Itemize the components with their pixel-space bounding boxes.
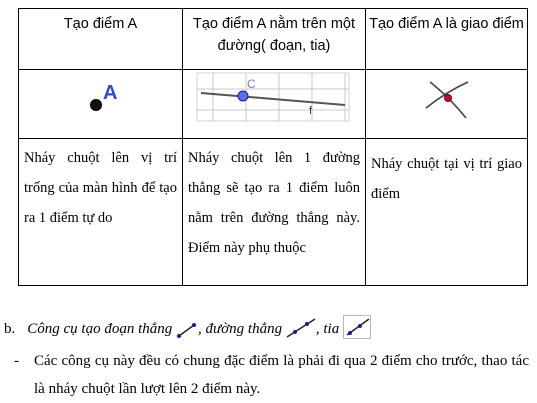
point-on-line-icon xyxy=(183,70,366,138)
header-point-on-line: Tạo điểm A nằm trên một đường( đoạn, tia) xyxy=(183,9,366,70)
table-description-row xyxy=(19,139,528,286)
free-point-label: A xyxy=(103,82,118,104)
intersection-point-icon xyxy=(366,70,528,138)
segment-tool-icon xyxy=(176,321,198,346)
point-on-line-label: C xyxy=(247,77,256,91)
table-header-row xyxy=(19,9,528,70)
free-point-description: Nháy chuột lên vị trí trống của màn hình để tạo ra 1 điểm tự do xyxy=(19,139,183,286)
section-b-text-3: , tia xyxy=(315,321,340,337)
point-on-line-description: Nháy chuột lên 1 đường thẳng sẽ tạo ra 1 điểm luôn nằm trên đường thẳng này. Điểm này phụ thuộc xyxy=(183,139,366,286)
intersection-illustration xyxy=(366,70,528,139)
free-point-icon xyxy=(19,70,183,138)
section-b-text-1: Công cụ tạo đoạn thẳng xyxy=(27,321,173,337)
section-b-text-2: , đường thẳng xyxy=(198,321,283,337)
tools-table xyxy=(18,8,528,286)
section-b-line xyxy=(4,315,524,346)
bullet-dash: - xyxy=(14,353,19,369)
header-intersection-point: Tạo điểm A là giao điểm xyxy=(366,9,528,70)
table-illustration-row xyxy=(19,70,528,139)
bullet-text: Các công cụ này đều có chung đặc điểm là phải đi qua 2 điểm cho trước, thao tác là nháy chuột lần lượt lên 2 điểm này. xyxy=(34,353,529,397)
ray-tool-icon xyxy=(343,315,371,346)
point-on-line-illustration xyxy=(183,70,366,139)
free-point-illustration xyxy=(19,70,183,139)
section-b-number: b. xyxy=(4,321,16,337)
line-tool-icon xyxy=(286,317,316,346)
header-free-point: Tạo điểm A xyxy=(19,9,183,70)
intersection-description: Nháy chuột tại vị trí giao điểm xyxy=(366,139,528,286)
line-label: f xyxy=(309,105,313,117)
